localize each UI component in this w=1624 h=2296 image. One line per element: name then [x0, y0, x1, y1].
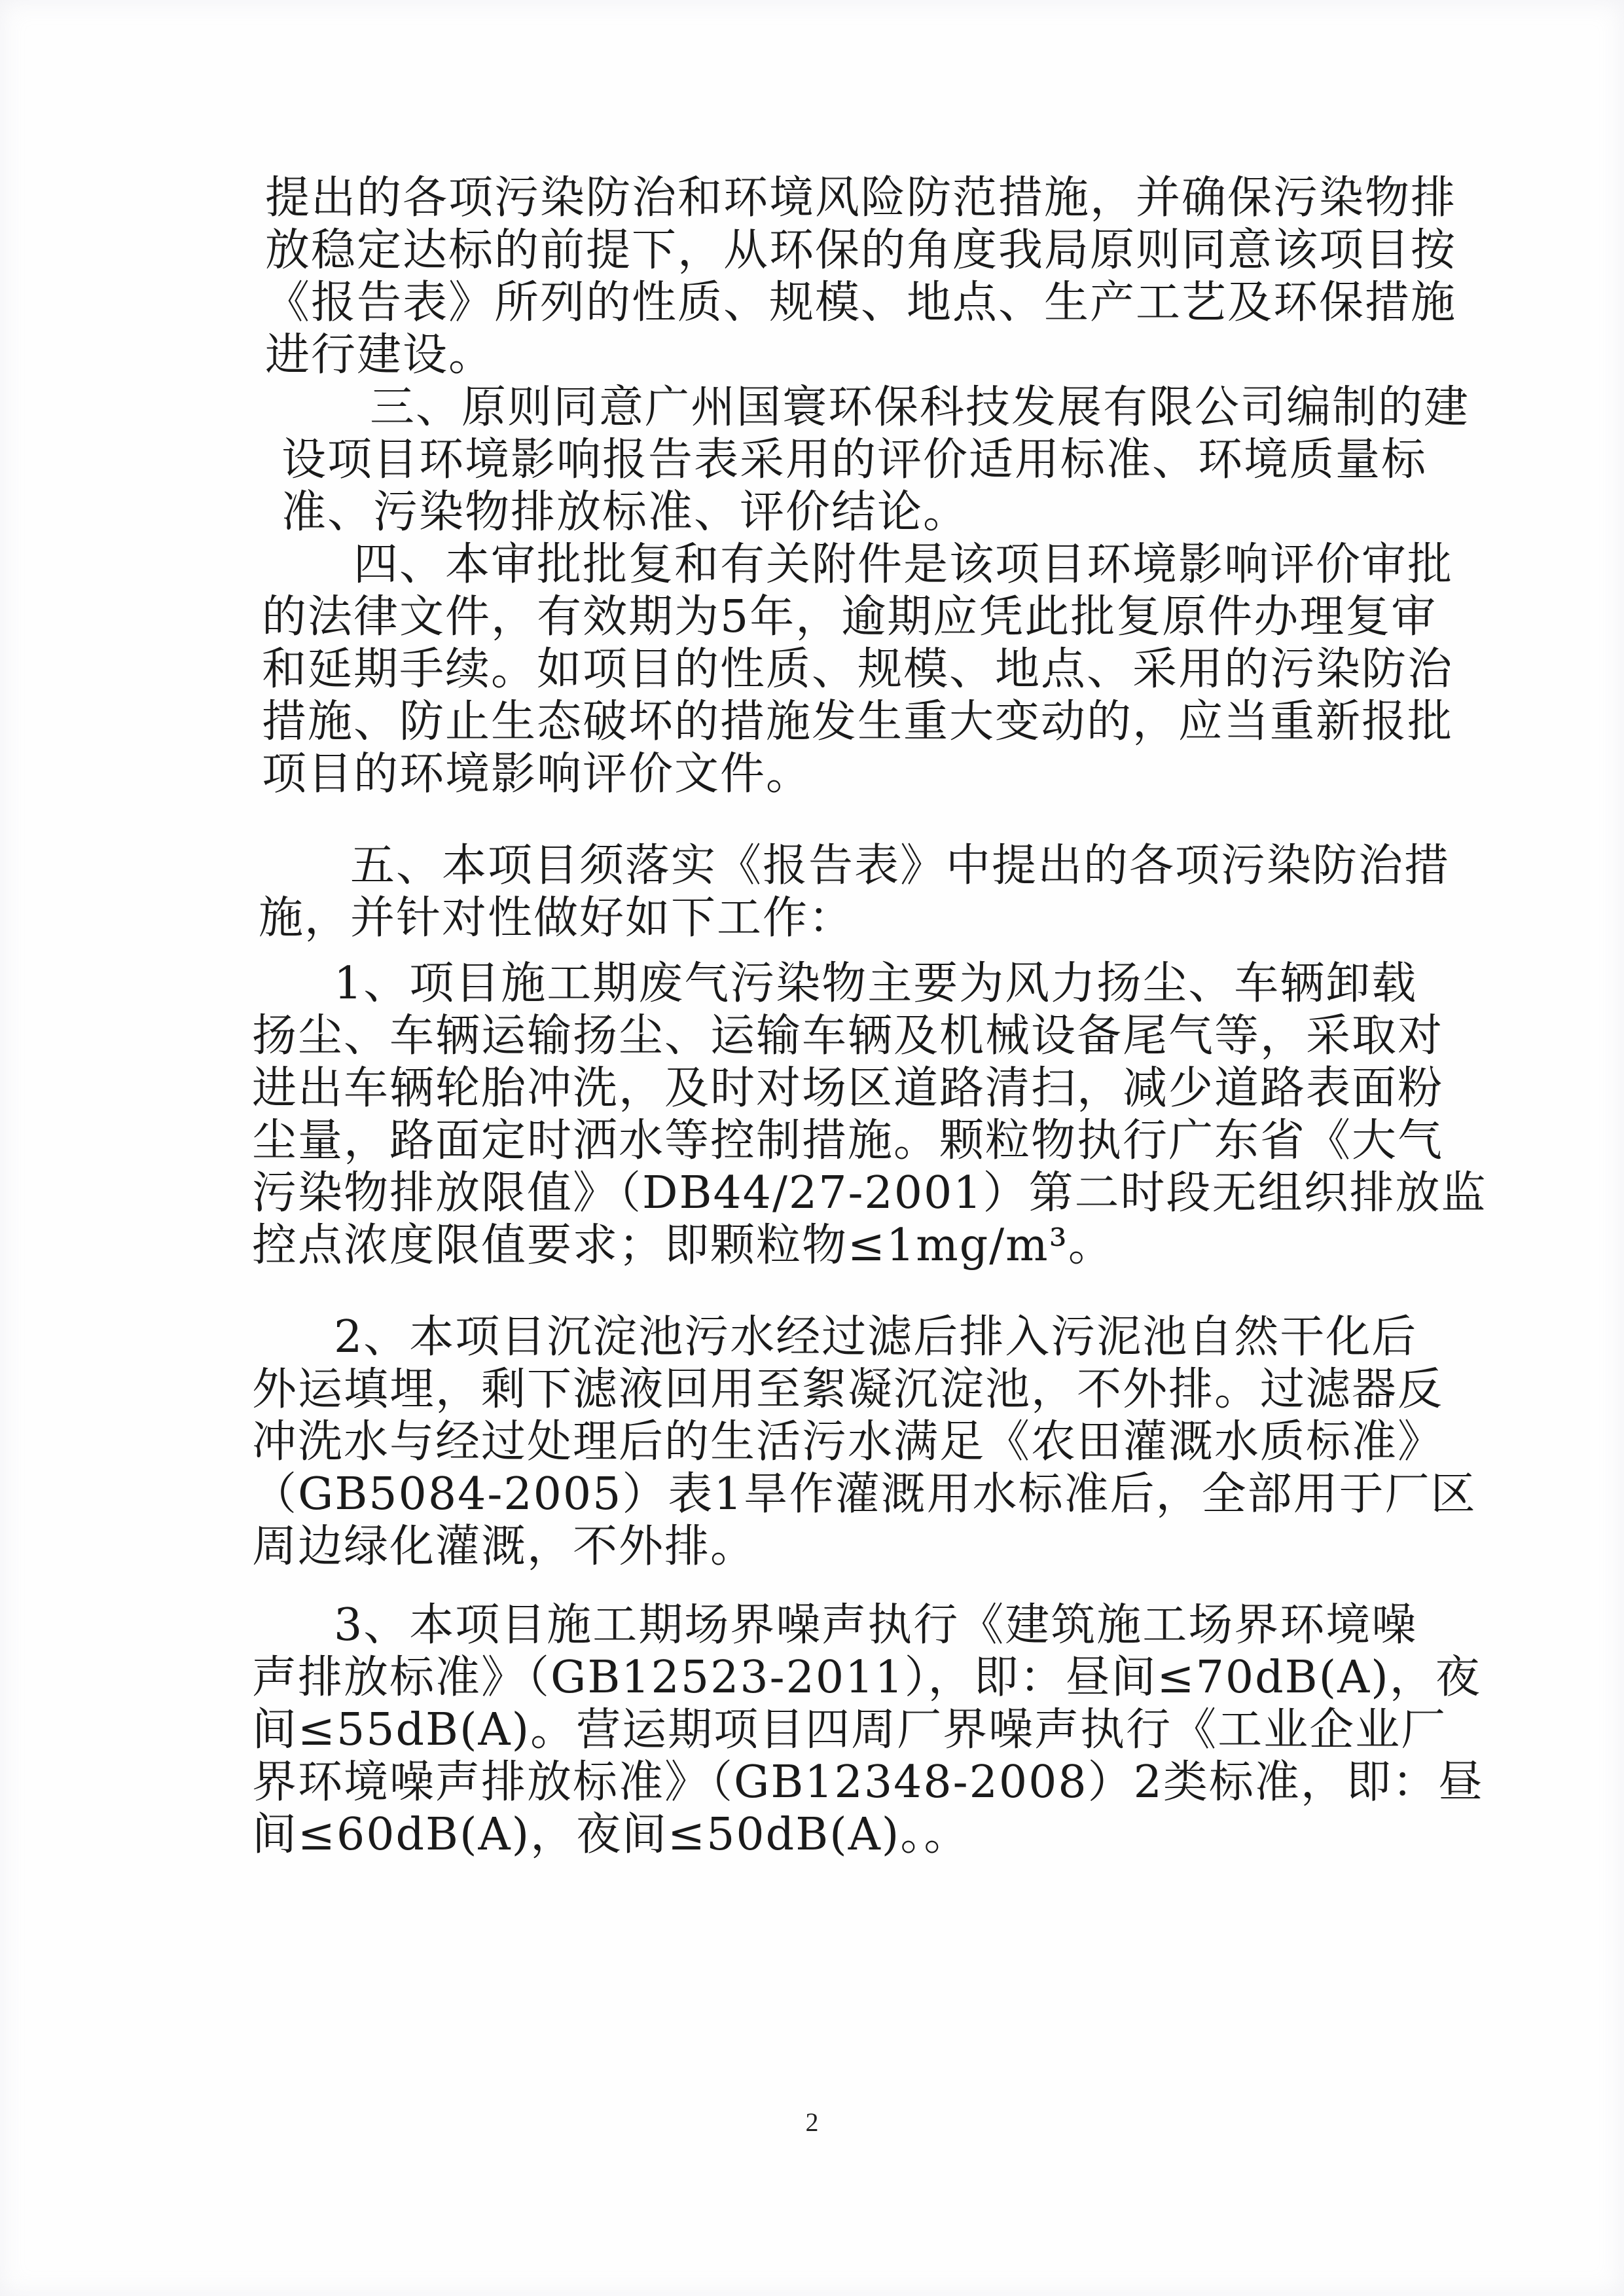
text-line: 间≤60dB(A)，夜间≤50dB(A)。。 [252, 1809, 970, 1861]
text-line: 污染物排放限值》（DB44/27-2001）第二时段无组织排放监 [252, 1167, 1487, 1219]
text-line: 设项目环境影响报告表采用的评价适用标准、环境质量标 [281, 434, 1428, 486]
text-line: 五、本项目须落实《报告表》中提出的各项污染防治措 [350, 840, 1451, 892]
text-line: 间≤55dB(A)。营运期项目四周厂界噪声执行《工业企业厂 [252, 1704, 1447, 1756]
text-line: （GB5084-2005）表1旱作灌溉用水标准后，全部用于厂区 [252, 1468, 1477, 1520]
text-line: 进出车辆轮胎冲洗，及时对场区道路清扫，减少道路表面粉 [252, 1063, 1444, 1114]
text-line: 1、项目施工期废气污染物主要为风力扬尘、车辆卸载 [334, 958, 1418, 1010]
text-line: 进行建设。 [265, 329, 495, 381]
text-line: 尘量，路面定时洒水等控制措施。颗粒物执行广东省《大气 [252, 1115, 1444, 1167]
text-line: 外运填埋，剩下滤液回用至絮凝沉淀池，不外排。过滤器反 [252, 1364, 1444, 1415]
text-line: 3、本项目施工期场界噪声执行《建筑施工场界环境噪 [334, 1599, 1418, 1651]
text-line: 措施、防止生态破坏的措施发生重大变动的，应当重新报批 [262, 696, 1454, 748]
text-line: 《报告表》所列的性质、规模、地点、生产工艺及环保措施 [265, 277, 1457, 329]
text-line: 周边绿化灌溉，不外排。 [252, 1521, 757, 1573]
text-line: 声排放标准》（GB12523-2011），即：昼间≤70dB(A)，夜 [252, 1652, 1481, 1704]
page-number: 2 [805, 2107, 819, 2137]
text-line: 2、本项目沉淀池污水经过滤后排入污泥池自然干化后 [334, 1311, 1418, 1363]
text-line: 项目的环境影响评价文件。 [262, 748, 812, 800]
text-line: 提出的各项污染防治和环境风险防范措施，并确保污染物排 [265, 172, 1457, 224]
text-line: 冲洗水与经过处理后的生活污水满足《农田灌溉水质标准》 [252, 1416, 1444, 1468]
text-line: 施，并针对性做好如下工作： [259, 892, 855, 944]
text-line: 扬尘、车辆运输扬尘、运输车辆及机械设备尾气等，采取对 [252, 1010, 1444, 1062]
text-line: 界环境噪声排放标准》（GB12348-2008）2类标准，即：昼 [252, 1757, 1484, 1808]
text-line: 三、原则同意广州国寰环保科技发展有限公司编制的建 [370, 382, 1470, 433]
text-line: 控点浓度限值要求；即颗粒物≤1mg/m³。 [252, 1220, 1114, 1271]
text-line: 准、污染物排放标准、评价结论。 [281, 486, 969, 538]
text-line: 和延期手续。如项目的性质、规模、地点、采用的污染防治 [262, 644, 1454, 695]
text-line: 四、本审批批复和有关附件是该项目环境影响评价审批 [353, 539, 1454, 591]
text-line: 的法律文件，有效期为5年，逾期应凭此批复原件办理复审 [262, 591, 1437, 643]
text-line: 放稳定达标的前提下，从环保的角度我局原则同意该项目按 [265, 225, 1457, 276]
